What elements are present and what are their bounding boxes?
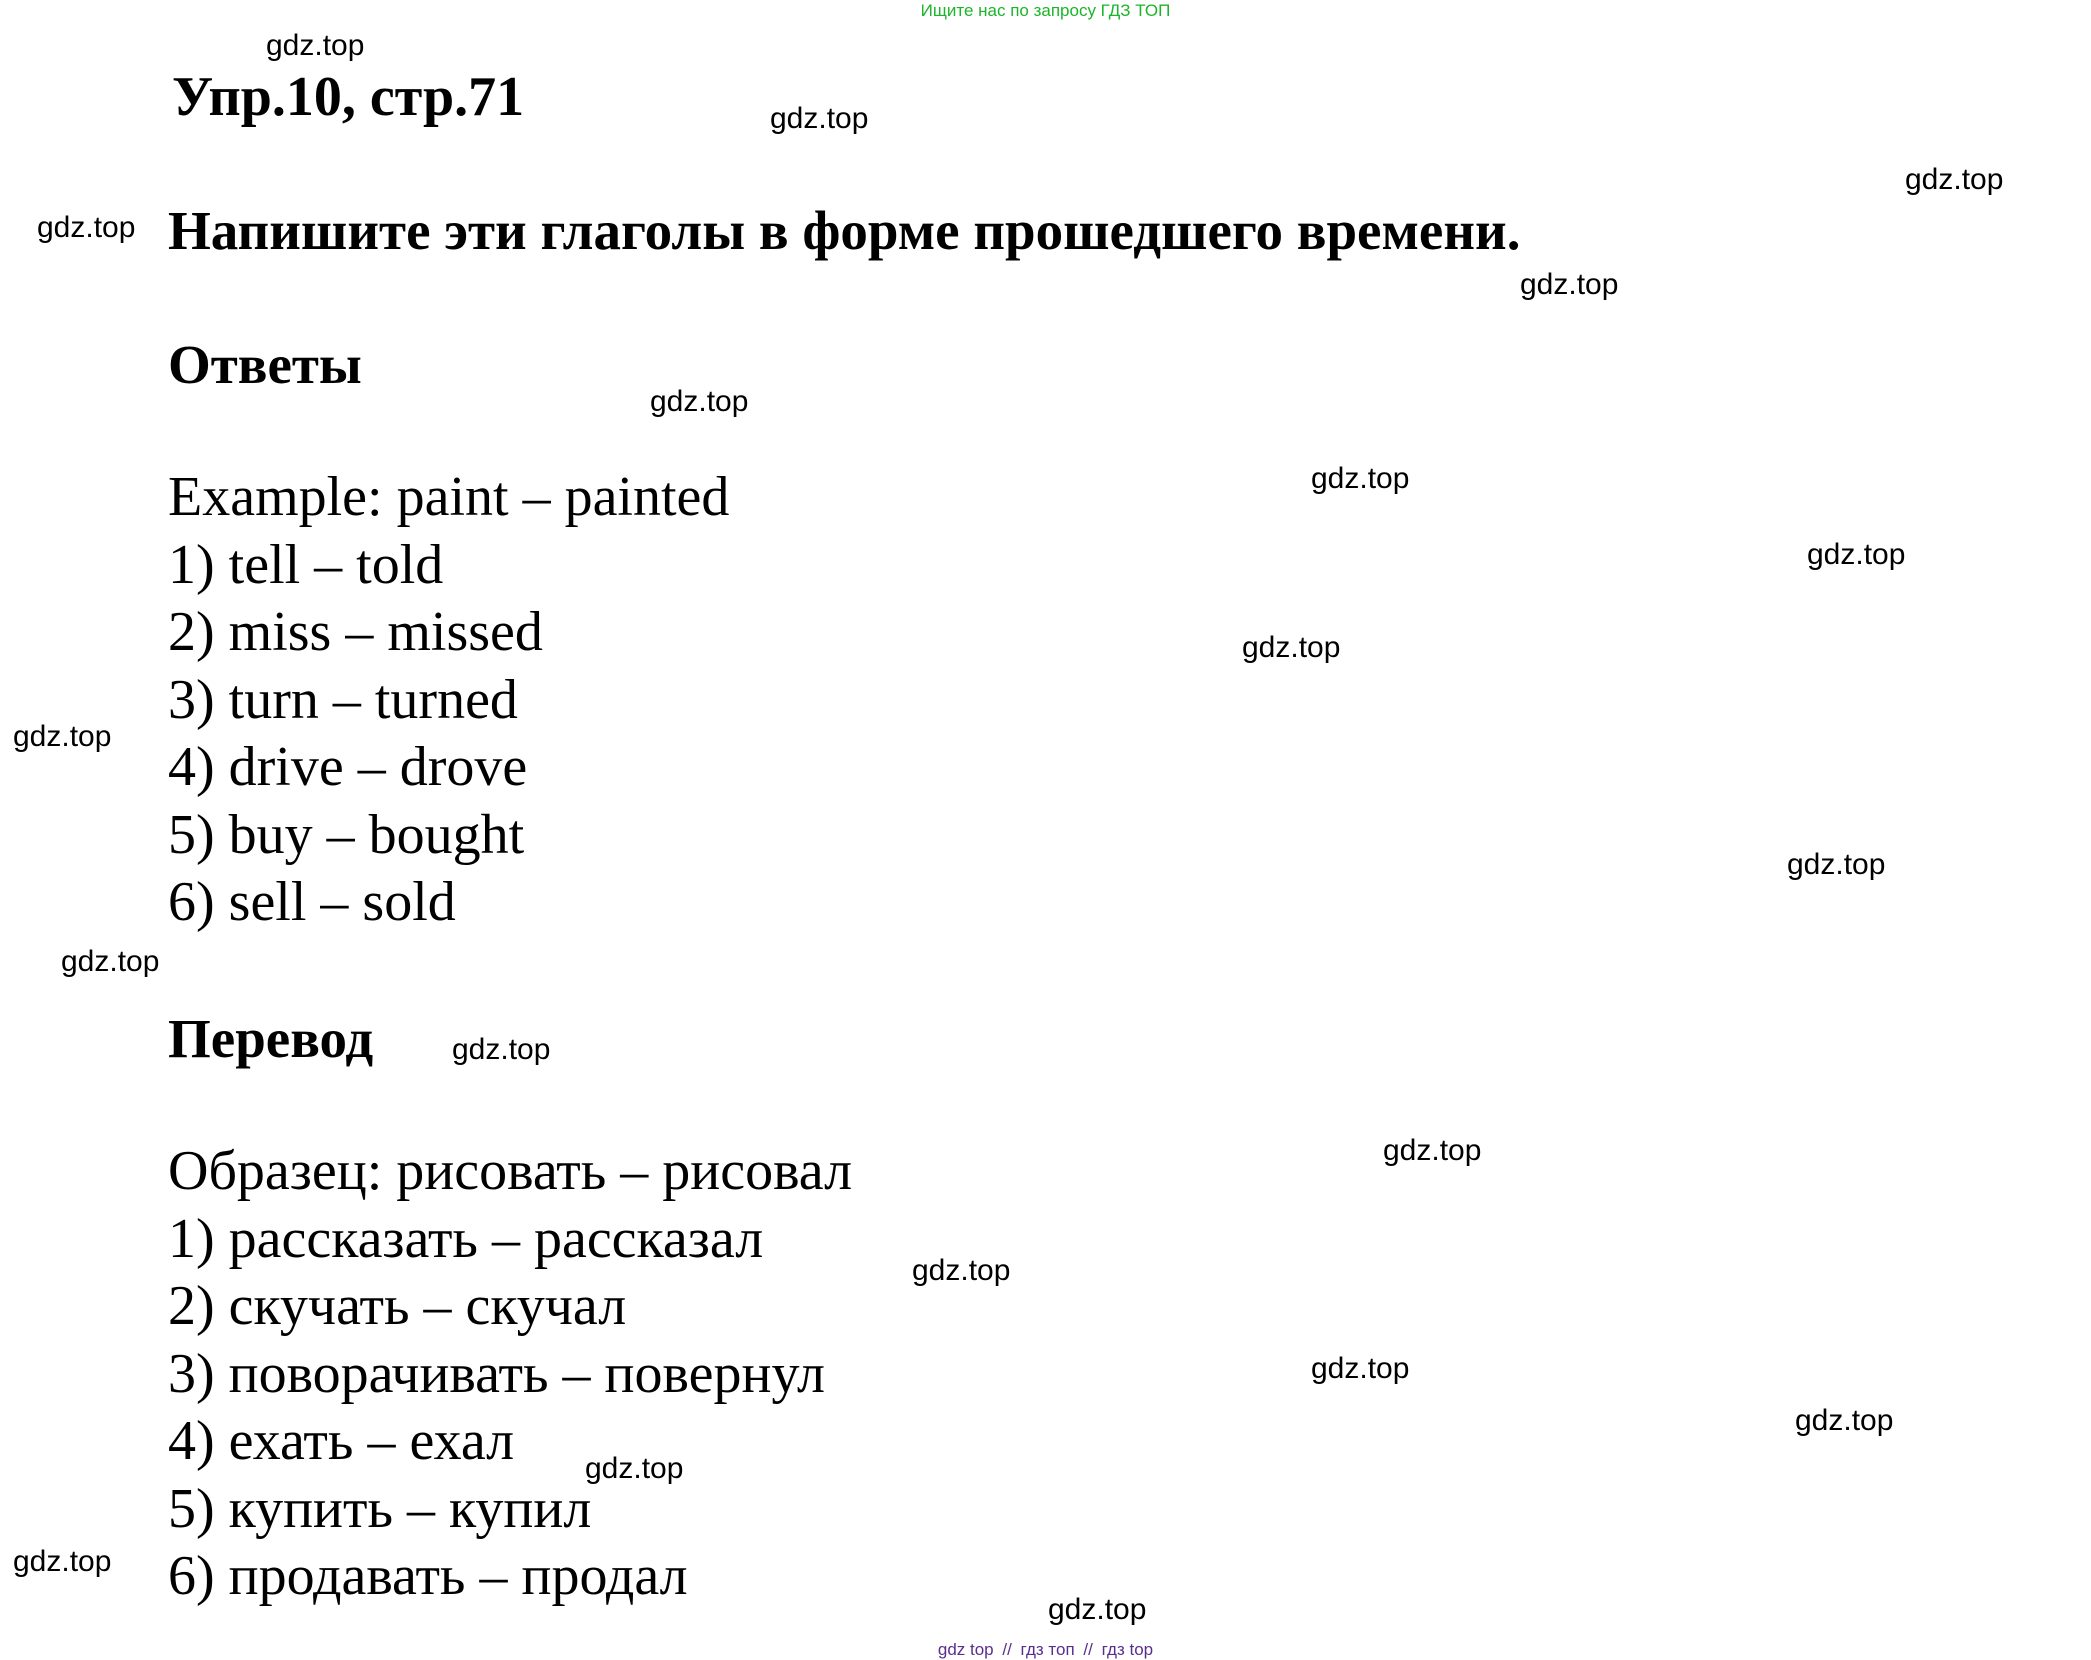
watermark: gdz.top [1311, 462, 1410, 495]
answer-item-6: 6) sell – sold [168, 871, 456, 933]
footer-link[interactable]: гдз top [1101, 1640, 1154, 1659]
watermark: gdz.top [37, 211, 136, 244]
footer-separator: // [1083, 1640, 1093, 1659]
answer-item-5: 5) buy – bought [168, 803, 525, 866]
page-title: Упр.10, стр.71 [172, 66, 525, 128]
footer-separator: // [1002, 1640, 1012, 1659]
watermark: gdz.top [61, 945, 160, 978]
watermark: gdz.top [266, 29, 365, 62]
translation-heading: Перевод [168, 1008, 374, 1069]
footer-links [0, 1640, 2091, 1660]
watermark: gdz.top [13, 1545, 112, 1578]
translation-item-4: 4) ехать – ехал [168, 1410, 515, 1472]
watermark: gdz.top [1807, 538, 1906, 571]
answer-item-4: 4) drive – drove [168, 736, 528, 798]
watermark: gdz.top [1242, 631, 1341, 664]
watermark: gdz.top [1048, 1593, 1147, 1626]
answer-example: Example: paint – painted [168, 466, 730, 528]
translation-item-2: 2) скучать – скучал [168, 1275, 627, 1337]
watermark: gdz.top [13, 720, 112, 753]
footer-link[interactable]: gdz top [937, 1640, 994, 1659]
translation-item-6: 6) продавать – продал [168, 1545, 688, 1607]
answers-heading: Ответы [168, 334, 362, 395]
watermark: gdz.top [1520, 268, 1619, 301]
top-banner: Ищите нас по запросу ГДЗ ТОП [920, 1, 1171, 20]
watermark: gdz.top [1383, 1134, 1482, 1167]
watermark: gdz.top [912, 1254, 1011, 1287]
watermark: gdz.top [1905, 163, 2004, 196]
watermark: gdz.top [1795, 1404, 1894, 1437]
answers-list [168, 464, 729, 937]
watermark: gdz.top [650, 385, 749, 418]
watermark: gdz.top [1787, 848, 1886, 881]
footer-link[interactable]: гдз топ [1020, 1640, 1075, 1659]
translation-item-5: 5) купить – купил [168, 1477, 592, 1540]
translation-list [168, 1138, 852, 1611]
answer-item-1: 1) tell – told [168, 533, 444, 596]
answer-item-3: 3) turn – turned [168, 668, 518, 731]
exercise-instruction: Напишите эти глаголы в форме прошедшего времени. [168, 200, 1521, 261]
watermark: gdz.top [585, 1452, 684, 1485]
watermark: gdz.top [1311, 1352, 1410, 1385]
watermark: gdz.top [452, 1033, 551, 1066]
translation-item-1: 1) рассказать – рассказал [168, 1207, 764, 1270]
watermark: gdz.top [770, 102, 869, 135]
translation-item-3: 3) поворачивать – повернул [168, 1342, 825, 1405]
answer-item-2: 2) miss – missed [168, 601, 543, 663]
translation-example: Образец: рисовать – рисовал [168, 1140, 853, 1202]
